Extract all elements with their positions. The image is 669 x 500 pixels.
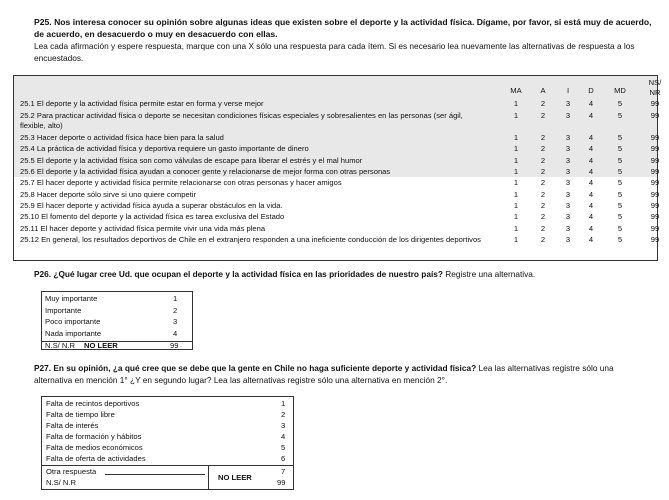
p25-answer-code[interactable]: 4 (588, 111, 594, 120)
p26-option-label: Muy importante (45, 294, 98, 303)
p25-answer-code[interactable]: 99 (650, 99, 660, 108)
col-md: MD (614, 86, 626, 95)
p25-answer-code[interactable]: 3 (565, 111, 571, 120)
p27-option-label: Falta de tiempo libre (46, 410, 115, 419)
p25-answer-code[interactable]: 99 (650, 111, 660, 120)
p25-answer-code[interactable]: 4 (588, 235, 594, 244)
p27-option-label: Falta de oferta de actividades (46, 454, 146, 463)
p25-answer-code[interactable]: 5 (617, 133, 623, 142)
col-a: A (540, 86, 546, 95)
p25-answer-code[interactable]: 2 (540, 201, 546, 210)
p27-other-write-line[interactable] (105, 474, 205, 475)
p25-answer-code[interactable]: 1 (513, 133, 519, 142)
p25-answer-code[interactable]: 2 (540, 235, 546, 244)
p25-answer-code[interactable]: 3 (565, 178, 571, 187)
p25-answer-code[interactable]: 1 (513, 99, 519, 108)
p25-answer-code[interactable]: 3 (565, 99, 571, 108)
p27-option-code[interactable]: 3 (281, 421, 286, 430)
p25-answer-code[interactable]: 99 (650, 167, 660, 176)
p25-answer-code[interactable]: 5 (617, 212, 623, 221)
p25-answer-code[interactable]: 1 (513, 190, 519, 199)
p25-answer-code[interactable]: 1 (513, 201, 519, 210)
p27-no-leer: NO LEER (218, 473, 252, 482)
p25-item-text: 25.2 Para practicar actividad física o deporte se necesitan condiciones físicas especiales y sobresalientes en las personas (ser ágil, flexible, alto) (20, 111, 463, 130)
p25-item-text: 25.10 El fomento del deporte y la actividad física es tarea exclusiva del Estado (20, 212, 285, 221)
p25-item-text: 25.5 El deporte y la actividad física son como válvulas de escape para liberar el estrés y el mal humor (20, 156, 363, 165)
p26-ns-code: 99 (170, 341, 179, 350)
p25-answer-code[interactable]: 1 (513, 156, 519, 165)
p26-option-code[interactable]: 2 (173, 305, 178, 315)
p25-instruction: Lea cada afirmación y espere respuesta, marque con una X sólo una respuesta para cada ítem. Si es necesario lea nuevamente las alternativas de respuesta a los encuestados. (34, 41, 635, 63)
p25-answer-code[interactable]: 4 (588, 144, 594, 153)
p26-option-code[interactable]: 4 (173, 328, 178, 338)
col-ma: MA (510, 86, 522, 95)
p25-answer-code[interactable]: 2 (540, 133, 546, 142)
p25-answer-code[interactable]: 3 (565, 235, 571, 244)
p26-options-box (41, 291, 193, 350)
p25-answer-code[interactable]: 99 (650, 178, 660, 187)
p25-answer-code[interactable]: 2 (540, 167, 546, 176)
p25-answer-code[interactable]: 5 (617, 190, 623, 199)
p27-question-bold: P27. En su opinión, ¿a qué cree que se debe que la gente en Chile no haga suficiente deporte y actividad física? (34, 363, 477, 373)
p25-answer-code[interactable]: 2 (540, 224, 546, 233)
p27-other-label: Otra respuesta (46, 467, 97, 476)
p27-option-code[interactable]: 4 (281, 432, 286, 441)
p25-answer-code[interactable]: 5 (617, 235, 623, 244)
p25-answer-code[interactable]: 5 (617, 156, 623, 165)
p26-question (34, 268, 654, 280)
p27-option-code[interactable]: 2 (281, 410, 286, 419)
p25-item-text: 25.11 El hacer deporte y actividad física permite vivir una vida más plena (20, 224, 266, 233)
p25-item-text: 25.4 La práctica de actividad física y deportiva requiere un gasto importante de dinero (20, 144, 309, 153)
p25-answer-code[interactable]: 4 (588, 156, 594, 165)
p26-question-tail: Registre una alternativa. (442, 269, 536, 279)
p25-answer-code[interactable]: 5 (617, 111, 623, 120)
p27-option-label: Falta de medios económicos (46, 443, 143, 452)
p25-answer-code[interactable]: 2 (540, 144, 546, 153)
p25-answer-code[interactable]: 4 (588, 133, 594, 142)
p25-answer-code[interactable]: 2 (540, 99, 546, 108)
p25-answer-code[interactable]: 2 (540, 156, 546, 165)
p27-ns-code: 99 (277, 478, 286, 487)
p25-answer-code[interactable]: 3 (565, 201, 571, 210)
p25-answer-code[interactable]: 3 (565, 212, 571, 221)
p27-question-tail: Lea las alternativas registre sólo una alternativa en mención 1° ¿Y en segundo lugar? Lea las alternativas registre sólo una alternativa en mención 2°. (34, 363, 614, 385)
p25-answer-code[interactable]: 3 (565, 156, 571, 165)
p25-answer-code[interactable]: 4 (588, 178, 594, 187)
col-d: D (588, 86, 594, 95)
p25-answer-code[interactable]: 4 (588, 224, 594, 233)
p25-answer-code[interactable]: 99 (650, 201, 660, 210)
p25-answer-code[interactable]: 1 (513, 111, 519, 120)
p25-answer-code[interactable]: 1 (513, 212, 519, 221)
p25-item-text: 25.3 Hacer deporte o actividad física hace bien para la salud (20, 133, 224, 142)
p25-answer-code[interactable]: 99 (650, 144, 660, 153)
p25-item-text: 25.9 El hacer deporte y actividad física ayuda a superar obstáculos en la vida. (20, 201, 283, 210)
p25-answer-code[interactable]: 1 (513, 167, 519, 176)
p25-answer-code[interactable]: 1 (513, 144, 519, 153)
p25-item-text: 25.7 El hacer deporte y actividad física permite relacionarse con otras personas y hacer amigos (20, 178, 342, 187)
p25-answer-code[interactable]: 2 (540, 212, 546, 221)
p25-answer-code[interactable]: 2 (540, 111, 546, 120)
p25-answer-code[interactable]: 3 (565, 224, 571, 233)
p27-option-label: Falta de formación y hábitos (46, 432, 142, 441)
p26-option-label: Poco importante (45, 317, 101, 326)
p25-answer-code[interactable]: 1 (513, 224, 519, 233)
col-i: I (566, 86, 570, 95)
p26-no-leer: NO LEER (84, 341, 118, 350)
p25-answer-code[interactable]: 99 (650, 190, 660, 199)
p26-option-code[interactable]: 3 (173, 317, 178, 326)
p25-answer-code[interactable]: 4 (588, 212, 594, 221)
p25-answer-code[interactable]: 99 (650, 133, 660, 142)
p25-answer-code[interactable]: 3 (565, 190, 571, 199)
p25-heading: P25. Nos interesa conocer su opinión sobre algunas ideas que existen sobre el deporte y la actividad física. Dígame, por favor, si está muy de acuerdo, de acuerdo, en desacuerdo o muy en desacuerdo con ellas. (34, 17, 652, 39)
p27-option-code[interactable]: 6 (281, 454, 286, 463)
p25-answer-code[interactable]: 1 (513, 235, 519, 244)
p25-answer-code[interactable]: 99 (650, 156, 660, 165)
p27-option-code[interactable]: 1 (281, 399, 286, 408)
p27-options-box (41, 396, 294, 490)
p27-option-code[interactable]: 5 (281, 443, 286, 452)
p25-answer-code[interactable]: 3 (565, 144, 571, 153)
p25-answer-code[interactable]: 3 (565, 167, 571, 176)
p25-answer-code[interactable]: 5 (617, 178, 623, 187)
p25-item-text: 25.8 Hacer deporte sólo sirve si uno quiere competir (20, 190, 197, 199)
p25-answer-code[interactable]: 5 (617, 99, 623, 108)
p25-answer-code[interactable]: 5 (617, 224, 623, 233)
col-nsnr: NS/ NR (648, 78, 662, 97)
p25-table (13, 75, 662, 261)
p25-answer-code[interactable]: 2 (540, 190, 546, 199)
p25-answer-code[interactable]: 4 (588, 190, 594, 199)
p26-question-bold: P26. ¿Qué lugar cree Ud. que ocupan el deporte y la actividad física en las prioridades de nuestro país? (34, 269, 443, 279)
p25-answer-code[interactable]: 1 (513, 178, 519, 187)
p27-other-code: 7 (281, 467, 286, 476)
p25-answer-code[interactable]: 4 (588, 99, 594, 108)
p26-option-label: Nada importante (45, 328, 102, 338)
p25-item-text: 25.1 El deporte y la actividad física permite estar en forma y verse mejor (20, 99, 264, 108)
p25-item-text: 25.12 En general, los resultados deportivos de Chile en el extranjero responden a una ineficiente conducción de los dirigentes deportivos (20, 235, 481, 244)
p25-answer-code[interactable]: 2 (540, 178, 546, 187)
p25-answer-code[interactable]: 4 (588, 201, 594, 210)
p26-option-code[interactable]: 1 (173, 294, 178, 303)
p25-answer-code[interactable]: 99 (650, 235, 660, 244)
p27-question (34, 362, 654, 386)
p25-answer-code[interactable]: 99 (650, 224, 660, 233)
p26-option-label: Importante (45, 305, 82, 315)
p26-ns-label: N.S/ N.R (45, 341, 75, 350)
p27-option-label: Falta de interés (46, 421, 99, 430)
p25-answer-code[interactable]: 5 (617, 201, 623, 210)
p25-item-text: 25.6 El deporte y la actividad física ayudan a conocer gente y relacionarse de mejor forma con otras personas (20, 167, 391, 176)
p25-answer-code[interactable]: 5 (617, 167, 623, 176)
p25-answer-code[interactable]: 99 (650, 212, 660, 221)
p25-answer-code[interactable]: 3 (565, 133, 571, 142)
p25-answer-code[interactable]: 4 (588, 167, 594, 176)
p27-ns-label: N.S/ N.R (46, 478, 76, 487)
p27-option-label: Falta de recintos deportivos (46, 399, 140, 408)
p25-answer-code[interactable]: 5 (617, 144, 623, 153)
